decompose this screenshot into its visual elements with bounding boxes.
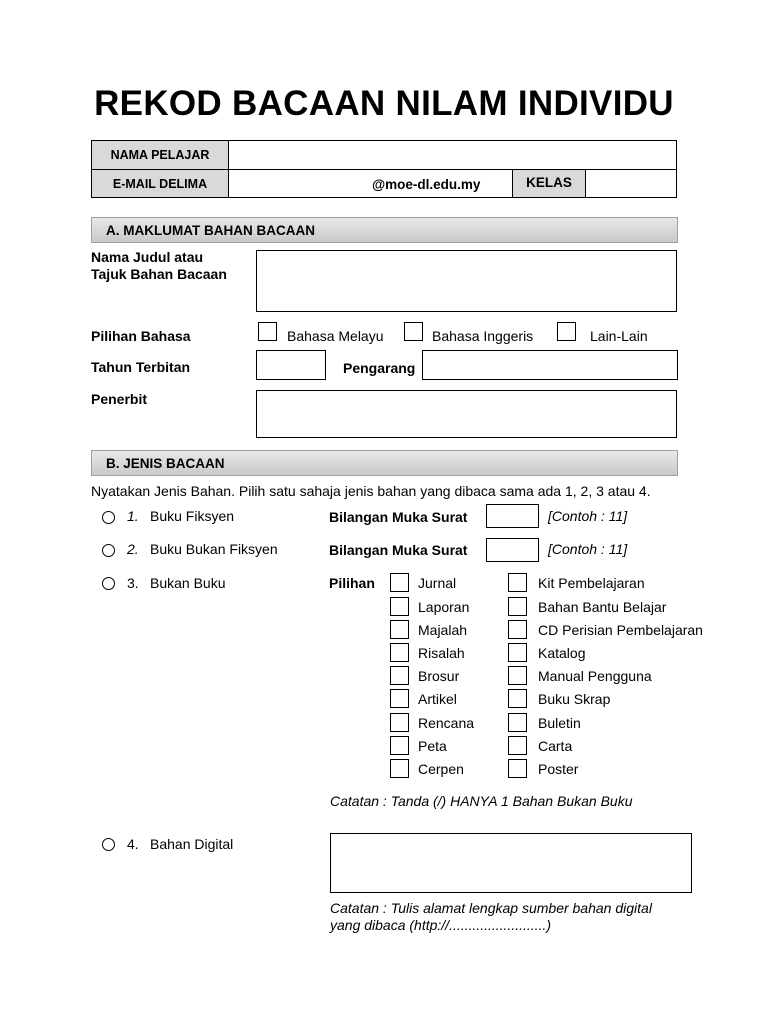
col1-label-5: Brosur <box>418 668 460 684</box>
col1-checkbox-3[interactable] <box>390 620 409 639</box>
col1-checkbox-9[interactable] <box>390 759 409 778</box>
col2-checkbox-7[interactable] <box>508 713 527 732</box>
option-4-number: 4. <box>127 836 139 852</box>
option-4-label: Bahan Digital <box>150 836 234 852</box>
bahasa-inggeris-checkbox[interactable] <box>404 322 423 341</box>
judul-label-line1: Nama Judul atau <box>91 249 204 265</box>
col1-label-4: Risalah <box>418 645 465 661</box>
pengarang-label: Pengarang <box>343 360 416 376</box>
bahan-digital-input[interactable] <box>330 833 692 893</box>
option-3-label: Bukan Buku <box>150 575 226 591</box>
col2-label-8: Carta <box>538 738 573 754</box>
col2-label-3: CD Perisian Pembelajaran <box>538 622 703 638</box>
col2-label-2: Bahan Bantu Belajar <box>538 599 667 615</box>
col1-label-3: Majalah <box>418 622 468 638</box>
tahun-terbitan-label: Tahun Terbitan <box>91 359 191 375</box>
col2-checkbox-6[interactable] <box>508 689 527 708</box>
judul-input[interactable] <box>256 250 677 312</box>
email-domain-suffix: @moe-dl.edu.my <box>372 177 481 192</box>
catatan-digital-line1: Catatan : Tulis alamat lengkap sumber bahan digital <box>330 900 652 916</box>
penerbit-label: Penerbit <box>91 391 148 407</box>
col2-checkbox-1[interactable] <box>508 573 527 592</box>
col2-label-1: Kit Pembelajaran <box>538 575 645 591</box>
col2-checkbox-3[interactable] <box>508 620 527 639</box>
contoh-hint-1: [Contoh : 11] <box>548 508 628 524</box>
muka-surat-label-2: Bilangan Muka Surat <box>329 542 468 558</box>
email-delima-label: E-MAIL DELIMA <box>92 170 229 197</box>
section-b-heading: B. JENIS BACAAN <box>91 450 678 476</box>
pengarang-input[interactable] <box>422 350 678 380</box>
section-b-instruction: Nyatakan Jenis Bahan. Pilih satu sahaja jenis bahan yang dibaca sama ada 1, 2, 3 atau 4. <box>91 483 651 499</box>
student-info-table <box>91 140 677 198</box>
lain-lain-label: Lain-Lain <box>590 328 648 344</box>
option-2-number: 2. <box>127 541 139 557</box>
kelas-label: KELAS <box>513 170 586 197</box>
section-a-heading: A. MAKLUMAT BAHAN BACAAN <box>91 217 678 243</box>
muka-surat-input-1[interactable] <box>486 504 539 528</box>
muka-surat-label-1: Bilangan Muka Surat <box>329 509 468 525</box>
penerbit-input[interactable] <box>256 390 677 438</box>
col2-label-7: Buletin <box>538 715 581 731</box>
col1-checkbox-2[interactable] <box>390 597 409 616</box>
col2-checkbox-9[interactable] <box>508 759 527 778</box>
col2-label-6: Buku Skrap <box>538 691 611 707</box>
col1-checkbox-1[interactable] <box>390 573 409 592</box>
option-2-radio[interactable] <box>102 544 115 557</box>
col1-checkbox-8[interactable] <box>390 736 409 755</box>
option-1-label: Buku Fiksyen <box>150 508 235 524</box>
col1-checkbox-5[interactable] <box>390 666 409 685</box>
option-4-radio[interactable] <box>102 838 115 851</box>
col1-label-9: Cerpen <box>418 761 464 777</box>
lain-lain-checkbox[interactable] <box>557 322 576 341</box>
col2-checkbox-2[interactable] <box>508 597 527 616</box>
col2-checkbox-4[interactable] <box>508 643 527 662</box>
judul-label-line2: Tajuk Bahan Bacaan <box>91 266 227 282</box>
option-1-number: 1. <box>127 508 139 524</box>
col2-checkbox-5[interactable] <box>508 666 527 685</box>
col1-label-2: Laporan <box>418 599 470 615</box>
pilihan-bahasa-label: Pilihan Bahasa <box>91 328 191 344</box>
bahasa-inggeris-label: Bahasa Inggeris <box>432 328 534 344</box>
bahasa-melayu-checkbox[interactable] <box>258 322 277 341</box>
option-3-number: 3. <box>127 575 139 591</box>
catatan-digital-line2: yang dibaca (http://.........................) <box>330 917 551 933</box>
form-title: REKOD BACAAN NILAM INDIVIDU <box>94 84 674 123</box>
col1-checkbox-7[interactable] <box>390 713 409 732</box>
nama-pelajar-label: NAMA PELAJAR <box>92 141 229 170</box>
col2-label-4: Katalog <box>538 645 586 661</box>
col1-label-1: Jurnal <box>418 575 457 591</box>
col2-label-9: Poster <box>538 761 579 777</box>
col2-checkbox-8[interactable] <box>508 736 527 755</box>
catatan-bukan-buku: Catatan : Tanda (/) HANYA 1 Bahan Bukan Buku <box>330 793 633 809</box>
option-2-label: Buku Bukan Fiksyen <box>150 541 278 557</box>
pilihan-label: Pilihan <box>329 575 375 591</box>
option-1-radio[interactable] <box>102 511 115 524</box>
nama-pelajar-field[interactable] <box>229 141 676 170</box>
kelas-field[interactable] <box>586 170 676 197</box>
col1-label-7: Rencana <box>418 715 475 731</box>
col1-checkbox-6[interactable] <box>390 689 409 708</box>
muka-surat-input-2[interactable] <box>486 538 539 562</box>
col2-label-5: Manual Pengguna <box>538 668 652 684</box>
option-3-radio[interactable] <box>102 577 115 590</box>
col1-label-6: Artikel <box>418 691 457 707</box>
col1-label-8: Peta <box>418 738 447 754</box>
tahun-terbitan-input[interactable] <box>256 350 326 380</box>
bahasa-melayu-label: Bahasa Melayu <box>287 328 384 344</box>
col1-checkbox-4[interactable] <box>390 643 409 662</box>
contoh-hint-2: [Contoh : 11] <box>548 541 628 557</box>
